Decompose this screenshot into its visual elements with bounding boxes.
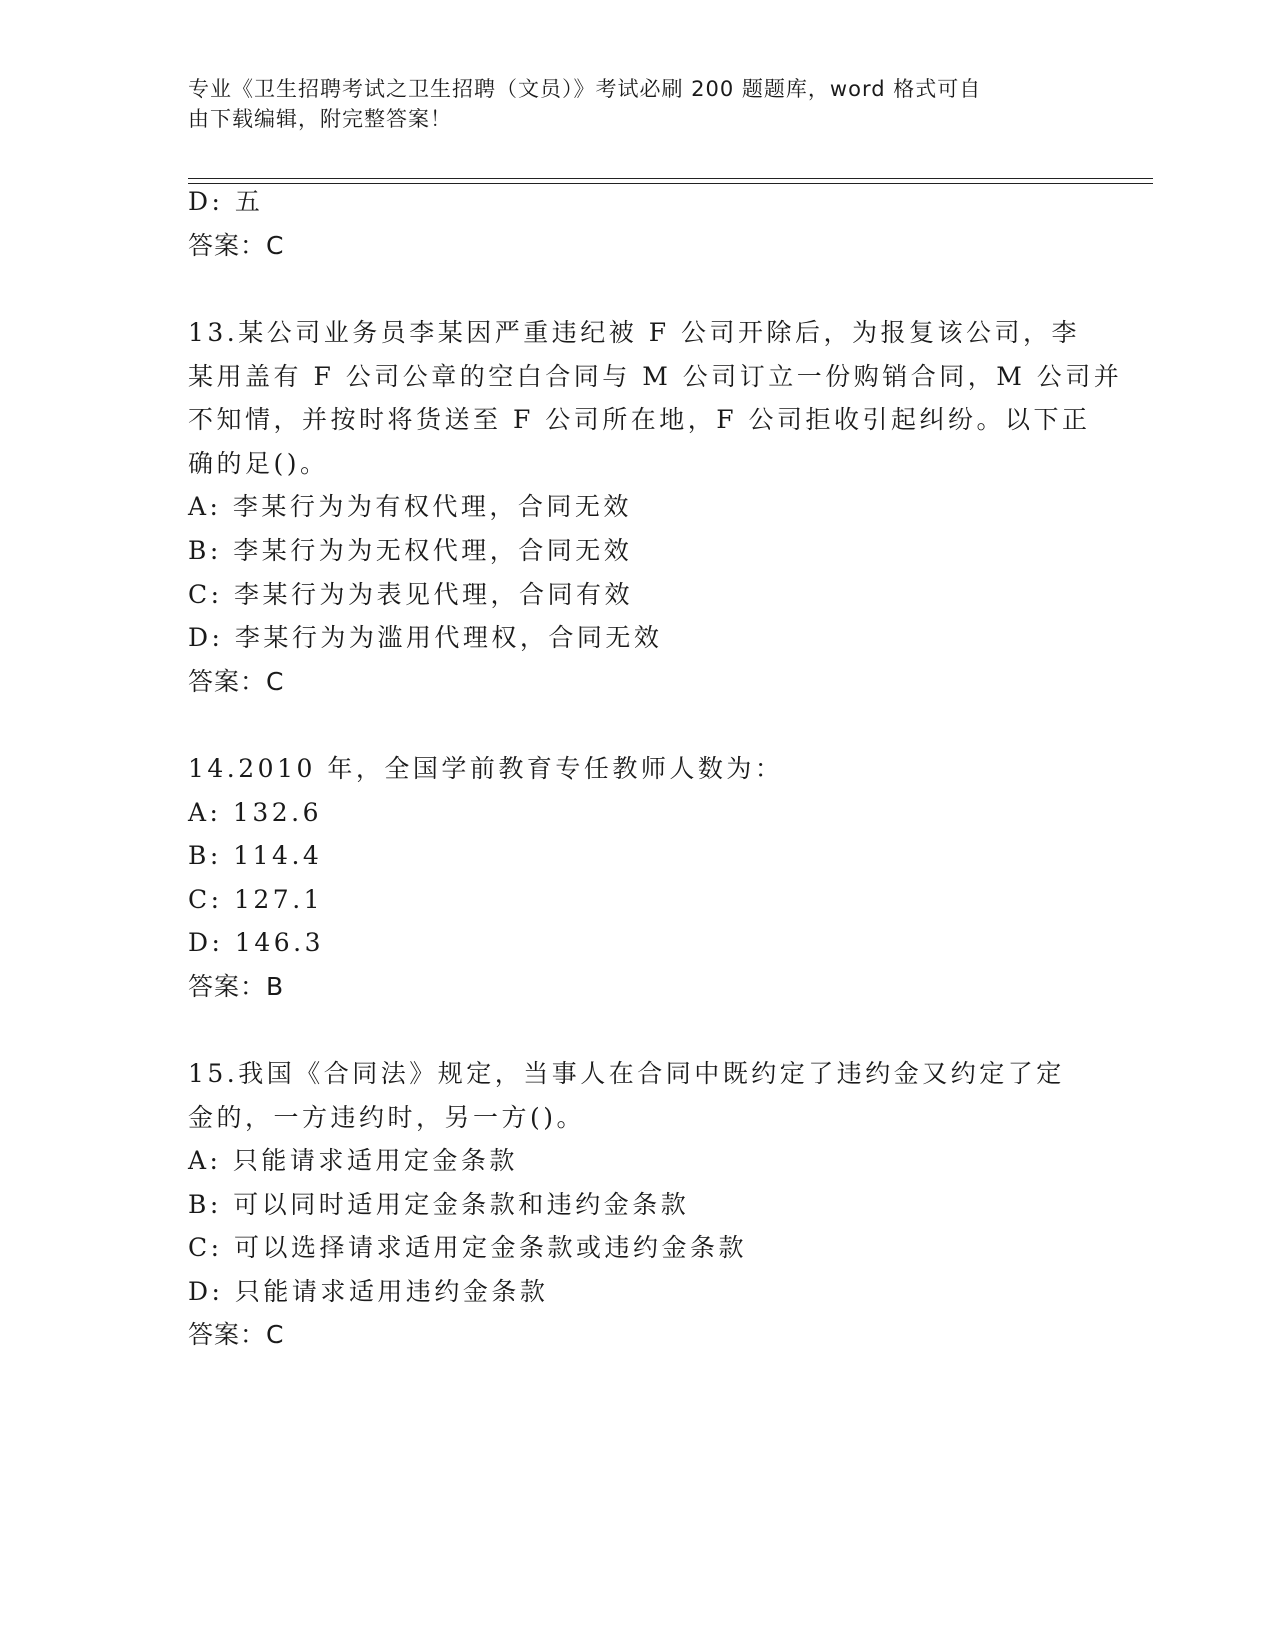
header-divider-top (188, 178, 1153, 179)
q13-option-a: A: 李某行为为有权代理，合同无效 (188, 492, 632, 521)
q15-option-c: C: 可以选择请求适用定金条款或违约金条款 (188, 1233, 747, 1262)
q15-stem-line-1: 15.我国《合同法》规定，当事人在合同中既约定了违约金又约定了定 (188, 1059, 1065, 1088)
q13-option-b: B: 李某行为为无权代理，合同无效 (188, 536, 633, 565)
q13-stem-line-4: 确的足()。 (188, 449, 329, 478)
q15-option-a: A: 只能请求适用定金条款 (188, 1146, 518, 1175)
header-line-1: 专业《卫生招聘考试之卫生招聘（文员）》考试必刷 200 题题库，word 格式可自 (188, 77, 982, 101)
q14-option-d: D: 146.3 (188, 928, 324, 957)
q14-stem-line-1: 14.2010 年，全国学前教育专任教师人数为： (188, 754, 784, 783)
q13-stem-line-3: 不知情，并按时将货送至 F 公司所在地，F 公司拒收引起纠纷。以下正 (188, 405, 1091, 434)
q13-stem-line-1: 13.某公司业务员李某因严重违纪被 F 公司开除后，为报复该公司，李 (188, 318, 1081, 347)
q13-answer: 答案：C (188, 667, 285, 696)
header-line-2: 由下载编辑，附完整答案！ (188, 107, 452, 131)
q15-stem-line-2: 金的，一方违约时，另一方()。 (188, 1103, 586, 1132)
q15-option-b: B: 可以同时适用定金条款和违约金条款 (188, 1190, 690, 1219)
q15-answer: 答案：C (188, 1320, 285, 1349)
q14-option-b: B: 114.4 (188, 841, 323, 870)
prev-answer: 答案：C (188, 231, 285, 260)
q14-option-c: C: 127.1 (188, 885, 324, 914)
q13-option-c: C: 李某行为为表见代理，合同有效 (188, 580, 633, 609)
q14-option-a: A: 132.6 (188, 798, 322, 827)
header-divider-bottom (188, 183, 1153, 184)
q15-option-d: D: 只能请求适用违约金条款 (188, 1277, 549, 1306)
prev-option-d: D: 五 (188, 187, 264, 216)
q14-answer: 答案：B (188, 972, 285, 1001)
q13-stem-line-2: 某用盖有 F 公司公章的空白合同与 M 公司订立一份购销合同，M 公司并 (188, 362, 1123, 391)
q13-option-d: D: 李某行为为滥用代理权，合同无效 (188, 623, 663, 652)
document-header (188, 74, 1068, 134)
